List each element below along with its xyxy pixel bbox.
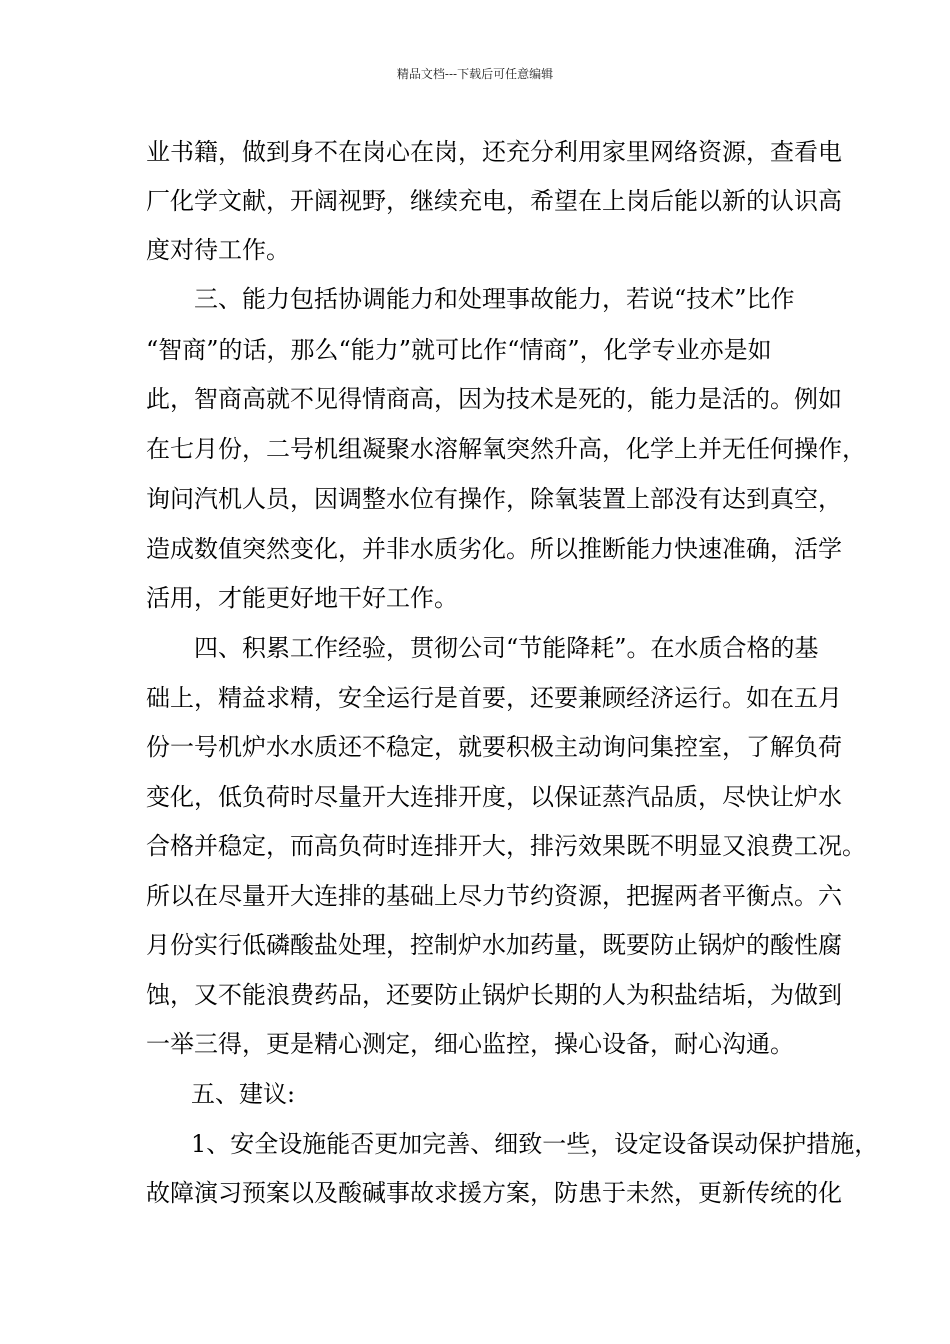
text-line: 故障演习预案以及酸碱事故求援方案，防患于未然，更新传统的化 [146, 1179, 842, 1207]
text-line: 变化，低负荷时尽量开大连排开度，以保证蒸汽品质，尽快让炉水 [146, 783, 842, 811]
text-line: 四、积累工作经验，贯彻公司“节能降耗”。在水质合格的基 [194, 634, 819, 662]
text-line: 1、安全设施能否更加完善、细致一些，设定设备误动保护措施， [191, 1130, 879, 1158]
text-line: 月份实行低磷酸盐处理，控制炉水加药量，既要防止锅炉的酸性腐 [146, 931, 842, 959]
text-line: 在七月份，二号机组凝聚水溶解氧突然升高，化学上并无任何操作， [146, 435, 866, 463]
text-line: “智商”的话，那么“能力”就可比作“情商”，化学专业亦是如 [146, 336, 772, 364]
text-line: 五、建议: [191, 1080, 296, 1108]
text-line: 合格并稳定，而高负荷时连排开大，排污效果既不明显又浪费工况。 [146, 832, 866, 860]
text-line: 三、能力包括协调能力和处理事故能力，若说“技术”比作 [194, 285, 795, 313]
text-line: 业书籍，做到身不在岗心在岗，还充分利用家里网络资源，查看电 [146, 138, 842, 166]
text-line: 活用，才能更好地干好工作。 [146, 584, 458, 612]
text-line: 厂化学文献，开阔视野，继续充电，希望在上岗后能以新的认识高 [146, 187, 842, 215]
text-line: 度对待工作。 [146, 236, 290, 264]
text-line: 蚀，又不能浪费药品，还要防止锅炉长期的人为积盐结垢，为做到 [146, 981, 842, 1009]
page-header: 精品文档---下载后可任意编辑 [396, 67, 554, 81]
text-line: 一举三得，更是精心测定，细心监控，操心设备，耐心沟通。 [146, 1030, 794, 1058]
text-line: 所以在尽量开大连排的基础上尽力节约资源，把握两者平衡点。六 [146, 882, 842, 910]
text-line: 础上，精益求精，安全运行是首要，还要兼顾经济运行。如在五月 [146, 684, 842, 712]
text-line: 造成数值突然变化，并非水质劣化。所以推断能力快速准确，活学 [146, 535, 842, 563]
text-line: 份一号机炉水水质还不稳定，就要积极主动询问集控室，了解负荷 [146, 733, 842, 761]
text-line: 此，智商高就不见得情商高，因为技术是死的，能力是活的。例如 [146, 385, 842, 413]
text-line: 询问汽机人员，因调整水位有操作，除氧装置上部没有达到真空， [146, 485, 842, 513]
